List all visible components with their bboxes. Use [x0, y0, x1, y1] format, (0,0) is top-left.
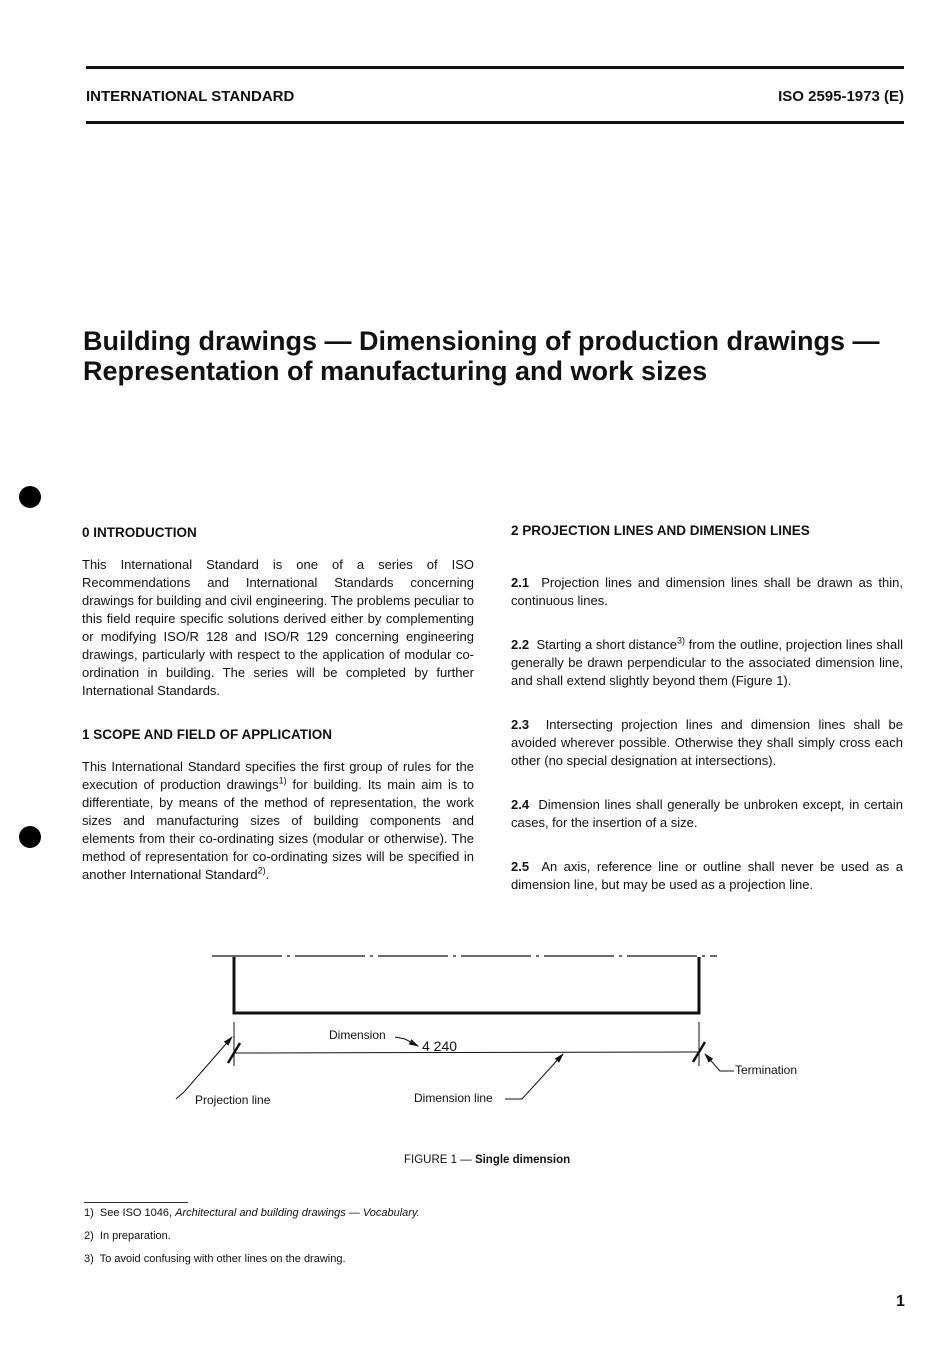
text: . [265, 867, 270, 882]
footnote-rule [84, 1202, 188, 1203]
footnote-number: 1) [84, 1207, 94, 1219]
footnote [84, 1230, 171, 1242]
clause-number: 2.3 [511, 717, 530, 732]
termination-label: Termination [735, 1063, 798, 1077]
footnote-ref: 1) [278, 775, 287, 786]
projection-line-label: Projection line [195, 1093, 271, 1107]
text: An axis, reference line or outline shall never be used as a dimension line, but may be used as a projection line. [511, 859, 904, 892]
text: Architectural and building drawings — Vocabulary. [175, 1207, 420, 1219]
leader-arrow [395, 1037, 418, 1046]
header-left: INTERNATIONAL STANDARD [86, 88, 295, 105]
figure-caption [404, 1154, 570, 1166]
leader-arrow [505, 1054, 563, 1099]
footnote-ref: 2) [257, 865, 266, 876]
text: Starting a short distance [536, 637, 677, 652]
text: Dimension lines shall generally be unbroken except, in certain cases, for the insertion of a size. [511, 797, 903, 830]
title-line-1: Building drawings — Dimensioning of production drawings — [83, 326, 880, 356]
section-heading: 2 PROJECTION LINES AND DIMENSION LINES [511, 523, 810, 538]
footnote-number: 3) [84, 1253, 94, 1265]
dimension-line-label: Dimension line [414, 1091, 493, 1105]
clause-number: 2.5 [511, 859, 530, 874]
dimension-label: Dimension [329, 1028, 386, 1042]
leader-arrow [705, 1054, 734, 1071]
footnote [84, 1207, 420, 1219]
text: To avoid confusing with other lines on the drawing. [99, 1253, 346, 1265]
text: for building. Its main aim is to differentiate, by means of the method of representation, the work sizes and manufacturing sizes of building components and elements from their co-ordinating sizes (modular or otherwise). The method of representation for co-ordinating sizes will be specified in another International Standard [82, 777, 474, 882]
caption-title: Single dimension [474, 1154, 571, 1166]
outline [234, 957, 699, 1013]
clause-number: 2.2 [511, 637, 530, 652]
dimension-value: 4 240 [422, 1038, 458, 1054]
page-number: 1 [896, 1293, 905, 1310]
text: from the outline, projection lines shall generally be drawn perpendicular to the associated dimension line, and shall extend slightly beyond them (Figure 1). [511, 637, 903, 688]
caption-number: FIGURE 1 — [404, 1154, 475, 1166]
footnote-ref: 3) [676, 635, 685, 646]
clause-number: 2.4 [511, 797, 530, 812]
header-right: ISO 2595-1973 (E) [778, 88, 904, 105]
text: This International Standard specifies the first group of rules for the execution of production drawings [82, 759, 474, 792]
text: See ISO 1046, [99, 1207, 176, 1219]
footnote-number: 2) [84, 1230, 94, 1242]
leader-arrow [176, 1037, 232, 1099]
title-line-2: Representation of manufacturing and work sizes [83, 356, 708, 386]
text: In preparation. [99, 1230, 171, 1242]
clause-number: 2.1 [511, 575, 530, 590]
dimension-line [234, 1052, 699, 1053]
text: Intersecting projection lines and dimension lines shall be avoided wherever possible. Otherwise they shall simply cross each other (no special designation at intersections). [511, 717, 903, 768]
text: Projection lines and dimension lines shall be drawn as thin, continuous lines. [511, 575, 904, 608]
paragraph: This International Standard is one of a series of ISO Recommendations and International Standards concerning drawings for building and civil engineering. The problems peculiar to this field require specific solutions derived either by complementing or modifying ISO/R 128 and ISO/R 129 concerning engineering drawings, particularly with respect to the application of modular co-ordination in building. The series will be completed by further International Standards. [82, 557, 474, 698]
section-heading: 1 SCOPE AND FIELD OF APPLICATION [82, 727, 333, 742]
section-heading: 0 INTRODUCTION [82, 525, 197, 540]
footnote [84, 1253, 346, 1265]
